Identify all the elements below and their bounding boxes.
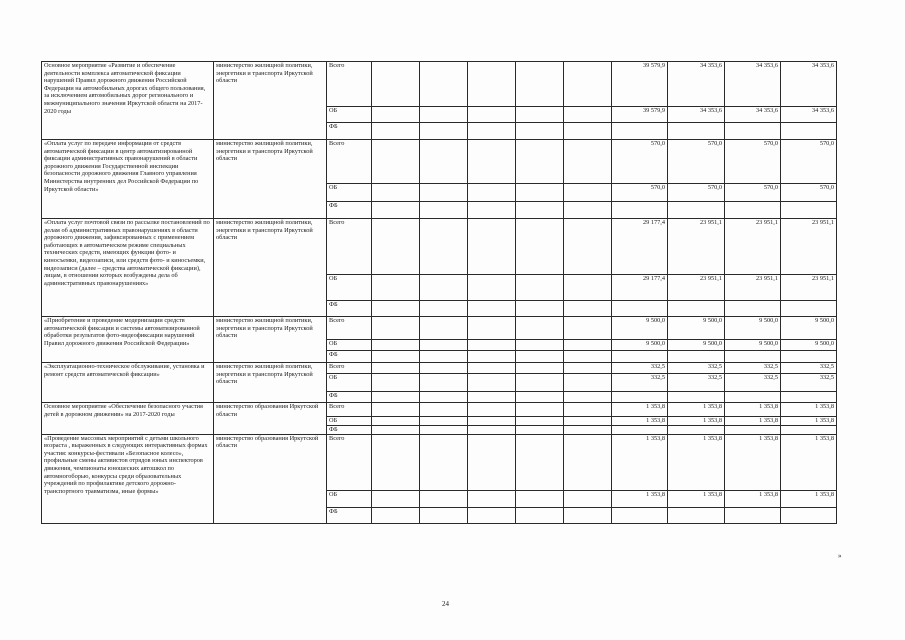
empty-cell [781, 123, 837, 140]
table-row [42, 219, 837, 275]
empty-cell [420, 340, 468, 351]
funding-source: ФБ [327, 392, 372, 403]
empty-cell [781, 202, 837, 219]
empty-cell [668, 426, 725, 435]
amount-cell: 1 353,8 [725, 434, 781, 490]
funding-source: ОБ [327, 490, 372, 507]
empty-cell [468, 392, 516, 403]
activity-name: «Оплата услуг по передаче информации от средств автоматической фиксации в центр автоматизированной фиксации административных правонарушений в области дорожного движения Государственной инспекции безопасности дорожного движения Главного управления Министерства внутренних дел Российской Федерации по Иркутской области» [42, 140, 214, 219]
empty-cell [372, 140, 420, 184]
funding-source: ОБ [327, 275, 372, 301]
empty-cell [468, 275, 516, 301]
empty-cell [420, 317, 468, 340]
empty-cell [516, 392, 564, 403]
empty-cell [420, 374, 468, 392]
empty-cell [372, 219, 420, 275]
empty-cell [516, 490, 564, 507]
activity-name: «Проведение массовых мероприятий с детьми школьного возраста , выраженных в следующих интерактивных формах участия: конкурсы-фестивали «Безопасное колесо», профильные смены активистов отрядов юных инспекторов движения, чемпионаты юношеских автошкол по автомногоборью, конкурсы среди образовательных учреждений по профилактике детского дорожно-транспортного травматизма, иные формы» [42, 434, 214, 523]
empty-cell [668, 202, 725, 219]
amount-cell: 332,5 [781, 363, 837, 374]
empty-cell [668, 123, 725, 140]
amount-cell: 23 951,1 [781, 219, 837, 275]
empty-cell [516, 184, 564, 202]
amount-cell: 332,5 [725, 363, 781, 374]
empty-cell [781, 426, 837, 435]
amount-cell: 1 353,8 [781, 403, 837, 417]
funding-source: ОБ [327, 184, 372, 202]
amount-cell: 332,5 [612, 363, 668, 374]
empty-cell [516, 363, 564, 374]
empty-cell [372, 363, 420, 374]
empty-cell [468, 301, 516, 317]
amount-cell: 29 177,4 [612, 219, 668, 275]
empty-cell [420, 392, 468, 403]
funding-source: ФБ [327, 123, 372, 140]
empty-cell [516, 107, 564, 123]
empty-cell [564, 490, 612, 507]
amount-cell: 570,0 [725, 184, 781, 202]
empty-cell [564, 140, 612, 184]
empty-cell [612, 507, 668, 523]
empty-cell [372, 301, 420, 317]
amount-cell: 570,0 [668, 140, 725, 184]
amount-cell: 39 579,9 [612, 107, 668, 123]
amount-cell: 34 353,6 [668, 107, 725, 123]
empty-cell [564, 62, 612, 107]
amount-cell: 570,0 [781, 184, 837, 202]
executor-name: министерство жилищной политики, энергетики и транспорта Иркутской области [214, 140, 327, 219]
empty-cell [516, 123, 564, 140]
empty-cell [725, 202, 781, 219]
amount-cell: 332,5 [668, 374, 725, 392]
amount-cell: 1 353,8 [725, 417, 781, 426]
empty-cell [468, 123, 516, 140]
empty-cell [612, 351, 668, 363]
empty-cell [372, 507, 420, 523]
empty-cell [420, 107, 468, 123]
empty-cell [516, 219, 564, 275]
amount-cell: 1 353,8 [668, 403, 725, 417]
empty-cell [612, 202, 668, 219]
empty-cell [725, 392, 781, 403]
empty-cell [468, 140, 516, 184]
budget-table [41, 61, 837, 524]
amount-cell: 9 500,0 [781, 340, 837, 351]
empty-cell [516, 62, 564, 107]
empty-cell [420, 490, 468, 507]
amount-cell: 1 353,8 [668, 434, 725, 490]
empty-cell [420, 363, 468, 374]
empty-cell [372, 202, 420, 219]
table-row [42, 363, 837, 374]
amount-cell: 23 951,1 [668, 219, 725, 275]
amount-cell: 332,5 [725, 374, 781, 392]
empty-cell [564, 123, 612, 140]
empty-cell [781, 351, 837, 363]
amount-cell: 34 353,6 [725, 62, 781, 107]
empty-cell [564, 340, 612, 351]
empty-cell [564, 392, 612, 403]
empty-cell [372, 417, 420, 426]
empty-cell [372, 392, 420, 403]
budget-table-body [42, 62, 837, 524]
amount-cell: 9 500,0 [725, 340, 781, 351]
executor-name: министерство образования Иркутской области [214, 434, 327, 523]
empty-cell [564, 275, 612, 301]
empty-cell [668, 507, 725, 523]
empty-cell [725, 301, 781, 317]
amount-cell: 9 500,0 [725, 317, 781, 340]
empty-cell [612, 392, 668, 403]
empty-cell [516, 351, 564, 363]
funding-source: Всего [327, 403, 372, 417]
amount-cell: 1 353,8 [725, 403, 781, 417]
amount-cell: 23 951,1 [725, 219, 781, 275]
empty-cell [516, 507, 564, 523]
amount-cell: 570,0 [725, 140, 781, 184]
empty-cell [564, 363, 612, 374]
amount-cell: 23 951,1 [725, 275, 781, 301]
empty-cell [468, 202, 516, 219]
empty-cell [612, 426, 668, 435]
funding-source: ФБ [327, 507, 372, 523]
amount-cell: 1 353,8 [781, 417, 837, 426]
activity-name: «Приобретение и проведение модернизации средств автоматической фиксации и системы автоматизированной обработки результатов фото-видеофиксации нарушений Правил дорожного движения Российской Федерации» [42, 317, 214, 363]
funding-source: Всего [327, 140, 372, 184]
empty-cell [468, 490, 516, 507]
amount-cell: 570,0 [612, 184, 668, 202]
empty-cell [725, 351, 781, 363]
amount-cell: 29 177,4 [612, 275, 668, 301]
empty-cell [420, 434, 468, 490]
empty-cell [781, 507, 837, 523]
funding-source: Всего [327, 434, 372, 490]
empty-cell [468, 403, 516, 417]
empty-cell [468, 374, 516, 392]
empty-cell [468, 219, 516, 275]
amount-cell: 1 353,8 [781, 434, 837, 490]
table-row [42, 140, 837, 184]
funding-source: ОБ [327, 107, 372, 123]
amount-cell: 1 353,8 [612, 490, 668, 507]
empty-cell [420, 184, 468, 202]
empty-cell [420, 507, 468, 523]
empty-cell [420, 351, 468, 363]
amount-cell: 332,5 [781, 374, 837, 392]
amount-cell: 23 951,1 [668, 275, 725, 301]
empty-cell [468, 507, 516, 523]
executor-name: министерство жилищной политики, энергетики и транспорта Иркутской области [214, 363, 327, 403]
empty-cell [564, 107, 612, 123]
empty-cell [468, 340, 516, 351]
empty-cell [420, 219, 468, 275]
amount-cell: 332,5 [668, 363, 725, 374]
empty-cell [372, 490, 420, 507]
empty-cell [372, 340, 420, 351]
empty-cell [372, 403, 420, 417]
empty-cell [468, 363, 516, 374]
empty-cell [564, 426, 612, 435]
funding-source: ФБ [327, 351, 372, 363]
amount-cell: 9 500,0 [612, 317, 668, 340]
funding-source: Всего [327, 219, 372, 275]
empty-cell [516, 340, 564, 351]
funding-source: ОБ [327, 340, 372, 351]
amount-cell: 1 353,8 [725, 490, 781, 507]
empty-cell [420, 426, 468, 435]
empty-cell [564, 301, 612, 317]
empty-cell [516, 317, 564, 340]
empty-cell [612, 301, 668, 317]
funding-source: Всего [327, 363, 372, 374]
empty-cell [372, 107, 420, 123]
empty-cell [420, 123, 468, 140]
amount-cell: 570,0 [668, 184, 725, 202]
empty-cell [725, 507, 781, 523]
empty-cell [516, 202, 564, 219]
amount-cell: 570,0 [612, 140, 668, 184]
empty-cell [372, 374, 420, 392]
empty-cell [612, 123, 668, 140]
amount-cell: 9 500,0 [668, 317, 725, 340]
table-row [42, 403, 837, 417]
empty-cell [516, 434, 564, 490]
activity-name: Основное мероприятие «Развитие и обеспечение деятельности комплекса автоматической фиксации нарушений Правил дорожного движения Российской Федерации на автомобильных дорогах общего пользования, за исключением автомобильных дорог регионального и межмуниципального значения Иркутской области на 2017-2020 годы [42, 62, 214, 140]
empty-cell [564, 351, 612, 363]
empty-cell [468, 317, 516, 340]
table-row [42, 434, 837, 490]
amount-cell: 34 353,6 [781, 62, 837, 107]
empty-cell [516, 417, 564, 426]
amount-cell: 1 353,8 [612, 403, 668, 417]
amount-cell: 1 353,8 [781, 490, 837, 507]
empty-cell [372, 275, 420, 301]
empty-cell [372, 426, 420, 435]
funding-source: Всего [327, 317, 372, 340]
empty-cell [372, 123, 420, 140]
amount-cell: 39 579,9 [612, 62, 668, 107]
empty-cell [516, 140, 564, 184]
empty-cell [516, 275, 564, 301]
table-row [42, 317, 837, 340]
empty-cell [725, 123, 781, 140]
empty-cell [564, 403, 612, 417]
empty-cell [468, 184, 516, 202]
empty-cell [516, 374, 564, 392]
edge-mark: » [838, 552, 842, 560]
funding-source: ОБ [327, 417, 372, 426]
empty-cell [564, 219, 612, 275]
amount-cell: 570,0 [781, 140, 837, 184]
empty-cell [564, 374, 612, 392]
empty-cell [668, 301, 725, 317]
empty-cell [668, 351, 725, 363]
amount-cell: 1 353,8 [668, 417, 725, 426]
amount-cell: 34 353,6 [725, 107, 781, 123]
empty-cell [372, 351, 420, 363]
empty-cell [564, 317, 612, 340]
executor-name: министерство жилищной политики, энергетики и транспорта Иркутской области [214, 62, 327, 140]
amount-cell: 9 500,0 [781, 317, 837, 340]
empty-cell [564, 184, 612, 202]
funding-source: Всего [327, 62, 372, 107]
funding-source: ФБ [327, 301, 372, 317]
empty-cell [781, 392, 837, 403]
empty-cell [725, 426, 781, 435]
empty-cell [468, 426, 516, 435]
amount-cell: 1 353,8 [612, 434, 668, 490]
empty-cell [372, 62, 420, 107]
activity-name: «Оплата услуг почтовой связи по рассылке постановлений по делам об административных правонарушениях в области дорожного движения, зафиксированных с применением работающих в автоматическом режиме специальных технических средств, имеющих функции фото- и киносъемки, видеозаписи, или средств фото- и киносъемки, видеозаписи (далее – средства автоматической фиксации), лицам, в отношении которых возбуждены дела об административных правонарушениях» [42, 219, 214, 317]
empty-cell [564, 507, 612, 523]
empty-cell [420, 275, 468, 301]
empty-cell [468, 62, 516, 107]
empty-cell [516, 426, 564, 435]
executor-name: министерство жилищной политики, энергетики и транспорта Иркутской области [214, 317, 327, 363]
empty-cell [420, 403, 468, 417]
empty-cell [668, 392, 725, 403]
empty-cell [516, 301, 564, 317]
empty-cell [420, 301, 468, 317]
empty-cell [516, 403, 564, 417]
empty-cell [372, 317, 420, 340]
empty-cell [468, 417, 516, 426]
empty-cell [372, 434, 420, 490]
amount-cell: 332,5 [612, 374, 668, 392]
amount-cell: 1 353,8 [612, 417, 668, 426]
empty-cell [420, 202, 468, 219]
empty-cell [420, 140, 468, 184]
executor-name: министерство жилищной политики, энергетики и транспорта Иркутской области [214, 219, 327, 317]
activity-name: Основное мероприятие «Обеспечение безопасного участия детей в дорожном движении» на 2017-2020 годы [42, 403, 214, 435]
empty-cell [564, 417, 612, 426]
empty-cell [420, 62, 468, 107]
amount-cell: 23 951,1 [781, 275, 837, 301]
empty-cell [468, 107, 516, 123]
empty-cell [420, 417, 468, 426]
amount-cell: 34 353,6 [781, 107, 837, 123]
empty-cell [468, 351, 516, 363]
amount-cell: 9 500,0 [668, 340, 725, 351]
empty-cell [781, 301, 837, 317]
funding-source: ОБ [327, 374, 372, 392]
executor-name: министерство образования Иркутской области [214, 403, 327, 435]
amount-cell: 34 353,6 [668, 62, 725, 107]
empty-cell [564, 202, 612, 219]
empty-cell [372, 184, 420, 202]
page-number: 24 [442, 600, 449, 608]
table-row [42, 62, 837, 107]
empty-cell [468, 434, 516, 490]
amount-cell: 1 353,8 [668, 490, 725, 507]
amount-cell: 9 500,0 [612, 340, 668, 351]
activity-name: «Эксплуатационно-техническое обслуживание, установка и ремонт средств автоматической фиксации» [42, 363, 214, 403]
empty-cell [564, 434, 612, 490]
funding-source: ФБ [327, 426, 372, 435]
funding-source: ФБ [327, 202, 372, 219]
